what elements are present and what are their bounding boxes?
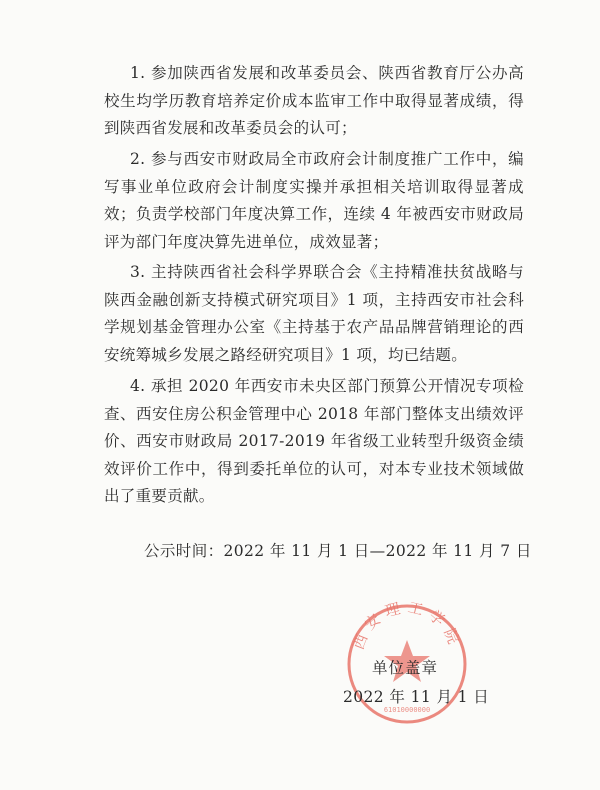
paragraph-3-text: 3. 主持陕西省社会科学界联合会《主持精准扶贫战略与陕西金融创新支持模式研究项目》1 项，主持西安市社会科学规划基金管理办公室《主持基于农产品品牌营销理论的西安统筹城乡发展之路经研究项目》1 项，均已结题。	[104, 263, 524, 364]
paragraph-3	[104, 259, 524, 369]
paragraph-4-text: 4. 承担 2020 年西安市未央区部门预算公开情况专项检查、西安住房公积金管理中心 2018 年部门整体支出绩效评价、西安市财政局 2017-2019 年省级工业转型升级资金绩效评价工作中，得到委托单位的认可，对本专业技术领域做出了重要贡献。	[104, 377, 524, 505]
paragraph-2-text: 2. 参与西安市财政局全市政府会计制度推广工作中，编写事业单位政府会计制度实操并承担相关培训取得显著成效；负责学校部门年度决算工作，连续 4 年被西安市财政局评为部门年度决算先进单位，成效显著；	[104, 150, 524, 251]
seal-arc-text: 西安理工学院	[349, 600, 465, 653]
notice-time: 公示时间：2022 年 11 月 1 日—2022 年 11 月 7 日	[144, 542, 532, 560]
paragraph-1	[104, 60, 524, 143]
seal-label: 单位盖章	[372, 659, 439, 677]
paragraph-1-text: 1. 参加陕西省发展和改革委员会、陕西省教育厅公办高校生均学历教育培养定价成本监审工作中取得显著成绩，得到陕西省发展和改革委员会的认可；	[104, 64, 524, 137]
sign-date: 2022 年 11 月 1 日	[343, 688, 490, 706]
paragraph-2	[104, 146, 524, 256]
paragraph-4	[104, 373, 524, 511]
seal-code: 61010000000	[383, 706, 431, 714]
